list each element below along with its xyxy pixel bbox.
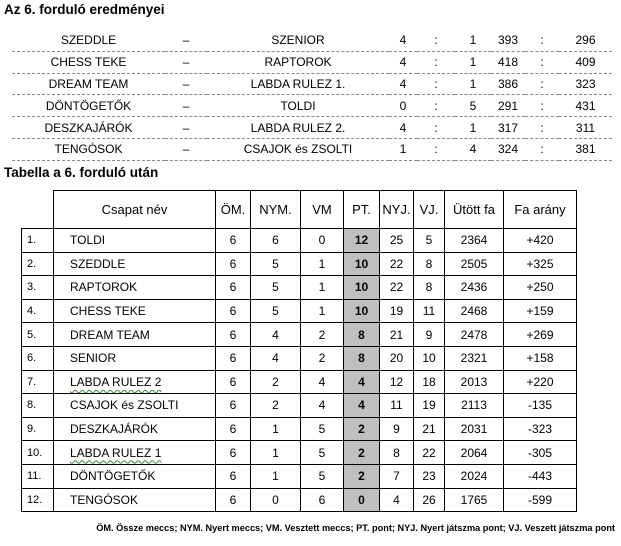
team-name-text: LABDA RULEZ 2: [70, 374, 162, 389]
result-row: [12, 73, 612, 95]
table-row: [22, 370, 577, 394]
vj: 22: [414, 441, 445, 465]
pt: 10: [344, 276, 380, 300]
nyj: 11: [380, 394, 414, 418]
colon: :: [417, 117, 455, 139]
away-team: RAPTOROK: [207, 51, 389, 73]
om: 6: [216, 464, 251, 488]
home-games: 4: [389, 117, 417, 139]
arany: -135: [504, 394, 577, 418]
nym: 1: [251, 464, 301, 488]
team-name: TOLDI: [54, 229, 216, 253]
away-games: 1: [455, 51, 491, 73]
results-title: Az 6. forduló eredményei: [4, 2, 165, 17]
arany: +325: [504, 252, 577, 276]
pt: 10: [344, 252, 380, 276]
away-games: 4: [455, 138, 491, 160]
rank: 6.: [22, 346, 54, 370]
home-games: 4: [389, 73, 417, 95]
fa: 2013: [445, 370, 504, 394]
nyj: 7: [380, 464, 414, 488]
vm: 4: [301, 370, 344, 394]
home-pins: 393: [491, 30, 525, 51]
home-games: 1: [389, 138, 417, 160]
dash: –: [165, 51, 207, 73]
away-pins: 296: [559, 30, 612, 51]
rank: 4.: [22, 299, 54, 323]
home-team: SZEDDLE: [12, 30, 165, 51]
arany: +250: [504, 276, 577, 300]
away-pins: 311: [559, 117, 612, 139]
home-pins: 291: [491, 95, 525, 117]
vj: 18: [414, 370, 445, 394]
home-pins: 324: [491, 138, 525, 160]
team-name: DREAM TEAM: [54, 323, 216, 347]
dash: –: [165, 138, 207, 160]
colon: :: [417, 30, 455, 51]
vj: 11: [414, 299, 445, 323]
arany: +158: [504, 346, 577, 370]
home-pins: 418: [491, 51, 525, 73]
standings-table: [21, 190, 577, 512]
arany: -599: [504, 488, 577, 512]
nym: 1: [251, 441, 301, 465]
table-row: [22, 229, 577, 253]
rank: 5.: [22, 323, 54, 347]
pt: 8: [344, 346, 380, 370]
vj: 10: [414, 346, 445, 370]
vj: 23: [414, 464, 445, 488]
header-fa: Ütött fa: [445, 191, 504, 229]
rank: 7.: [22, 370, 54, 394]
nyj: 22: [380, 276, 414, 300]
nym: 5: [251, 299, 301, 323]
om: 6: [216, 394, 251, 418]
om: 6: [216, 346, 251, 370]
colon: :: [525, 138, 559, 160]
away-team: CSAJOK és ZSOLTI: [207, 138, 389, 160]
team-name: [54, 441, 216, 465]
nyj: 21: [380, 323, 414, 347]
table-row: [22, 276, 577, 300]
pt: 12: [344, 229, 380, 253]
away-pins: 323: [559, 73, 612, 95]
rank: 10.: [22, 441, 54, 465]
colon: :: [525, 30, 559, 51]
rank: 11.: [22, 464, 54, 488]
away-games: 1: [455, 30, 491, 51]
rank: 8.: [22, 394, 54, 418]
vm: 5: [301, 417, 344, 441]
dash: –: [165, 95, 207, 117]
table-row: [22, 323, 577, 347]
result-row: [12, 95, 612, 117]
pt: 2: [344, 464, 380, 488]
away-pins: 381: [559, 138, 612, 160]
home-games: 0: [389, 95, 417, 117]
away-team: TOLDI: [207, 95, 389, 117]
vm: 1: [301, 276, 344, 300]
header-blank: [22, 191, 54, 229]
om: 6: [216, 370, 251, 394]
team-name: SZEDDLE: [54, 252, 216, 276]
away-pins: 409: [559, 51, 612, 73]
away-team: SZENIOR: [207, 30, 389, 51]
colon: :: [417, 51, 455, 73]
away-games: 1: [455, 117, 491, 139]
results-table: [12, 30, 612, 161]
header-nyj: NYJ.: [380, 191, 414, 229]
standings-header-row: [22, 191, 577, 229]
om: 6: [216, 417, 251, 441]
home-games: 4: [389, 30, 417, 51]
vm: 5: [301, 441, 344, 465]
om: 6: [216, 488, 251, 512]
table-row: [22, 346, 577, 370]
nym: 4: [251, 323, 301, 347]
fa: 2024: [445, 464, 504, 488]
vj: 19: [414, 394, 445, 418]
away-games: 1: [455, 73, 491, 95]
vj: 26: [414, 488, 445, 512]
pt: 2: [344, 417, 380, 441]
team-name: CSAJOK és ZSOLTI: [54, 394, 216, 418]
header-nym: NYM.: [251, 191, 301, 229]
pt: 8: [344, 323, 380, 347]
colon: :: [417, 95, 455, 117]
fa: 2478: [445, 323, 504, 347]
away-pins: 431: [559, 95, 612, 117]
rank: 9.: [22, 417, 54, 441]
header-team: Csapat név: [54, 191, 216, 229]
rank: 12.: [22, 488, 54, 512]
home-team: TENGÓSOK: [12, 138, 165, 160]
fa: 2064: [445, 441, 504, 465]
colon: :: [417, 138, 455, 160]
vm: 4: [301, 394, 344, 418]
om: 6: [216, 441, 251, 465]
arany: +220: [504, 370, 577, 394]
vm: 5: [301, 464, 344, 488]
om: 6: [216, 323, 251, 347]
nym: 2: [251, 370, 301, 394]
table-row: [22, 464, 577, 488]
nym: 1: [251, 417, 301, 441]
home-games: 4: [389, 51, 417, 73]
team-name: RAPTOROK: [54, 276, 216, 300]
vm: 6: [301, 488, 344, 512]
home-pins: 386: [491, 73, 525, 95]
colon: :: [525, 51, 559, 73]
vm: 1: [301, 252, 344, 276]
legend: ÖM. Össze meccs; NYM. Nyert meccs; VM. Vesztett meccs; PT. pont; NYJ. Nyert játszma pont; VJ. Veszett játszma pont: [96, 523, 615, 533]
arany: -323: [504, 417, 577, 441]
header-vm: VM: [301, 191, 344, 229]
colon: :: [525, 73, 559, 95]
table-row: [22, 488, 577, 512]
om: 6: [216, 276, 251, 300]
team-name: [54, 370, 216, 394]
fa: 1765: [445, 488, 504, 512]
colon: :: [525, 117, 559, 139]
nym: 6: [251, 229, 301, 253]
team-name-text: LABDA RULEZ 1: [70, 445, 162, 460]
away-team: LABDA RULEZ 1.: [207, 73, 389, 95]
table-row: [22, 252, 577, 276]
header-pt: PT.: [344, 191, 380, 229]
pt: 4: [344, 370, 380, 394]
home-pins: 317: [491, 117, 525, 139]
header-om: ÖM.: [216, 191, 251, 229]
vm: 2: [301, 346, 344, 370]
arany: -305: [504, 441, 577, 465]
home-team: DREAM TEAM: [12, 73, 165, 95]
fa: 2505: [445, 252, 504, 276]
table-row: [22, 394, 577, 418]
rank: 1.: [22, 229, 54, 253]
vj: 9: [414, 323, 445, 347]
dash: –: [165, 117, 207, 139]
vm: 1: [301, 299, 344, 323]
result-row: [12, 30, 612, 51]
nym: 4: [251, 346, 301, 370]
away-games: 5: [455, 95, 491, 117]
colon: :: [417, 73, 455, 95]
team-name: DÖNTÖGETŐK: [54, 464, 216, 488]
fa: 2031: [445, 417, 504, 441]
standings-title: Tabella a 6. forduló után: [4, 165, 159, 180]
result-row: [12, 51, 612, 73]
rank: 3.: [22, 276, 54, 300]
om: 6: [216, 229, 251, 253]
nyj: 9: [380, 417, 414, 441]
dash: –: [165, 73, 207, 95]
vj: 21: [414, 417, 445, 441]
fa: 2364: [445, 229, 504, 253]
header-vj: VJ.: [414, 191, 445, 229]
nyj: 25: [380, 229, 414, 253]
nyj: 12: [380, 370, 414, 394]
home-team: DÖNTÖGETŐK: [12, 95, 165, 117]
home-team: CHESS TEKE: [12, 51, 165, 73]
fa: 2436: [445, 276, 504, 300]
colon: :: [525, 95, 559, 117]
nyj: 20: [380, 346, 414, 370]
team-name: TENGÓSOK: [54, 488, 216, 512]
dash: –: [165, 30, 207, 51]
fa: 2113: [445, 394, 504, 418]
nym: 5: [251, 276, 301, 300]
nym: 0: [251, 488, 301, 512]
arany: +269: [504, 323, 577, 347]
pt: 10: [344, 299, 380, 323]
team-name: CHESS TEKE: [54, 299, 216, 323]
pt: 0: [344, 488, 380, 512]
fa: 2321: [445, 346, 504, 370]
vm: 2: [301, 323, 344, 347]
rank: 2.: [22, 252, 54, 276]
header-arany: Fa arány: [504, 191, 577, 229]
result-row: [12, 138, 612, 160]
vj: 5: [414, 229, 445, 253]
vj: 8: [414, 252, 445, 276]
vj: 8: [414, 276, 445, 300]
nyj: 8: [380, 441, 414, 465]
nym: 5: [251, 252, 301, 276]
team-name: DESZKAJÁRÓK: [54, 417, 216, 441]
pt: 2: [344, 441, 380, 465]
pt: 4: [344, 394, 380, 418]
result-row: [12, 117, 612, 139]
arany: -443: [504, 464, 577, 488]
nyj: 22: [380, 252, 414, 276]
om: 6: [216, 252, 251, 276]
away-team: LABDA RULEZ 2.: [207, 117, 389, 139]
team-name: SENIOR: [54, 346, 216, 370]
table-row: [22, 299, 577, 323]
table-row: [22, 417, 577, 441]
arany: +159: [504, 299, 577, 323]
arany: +420: [504, 229, 577, 253]
nyj: 19: [380, 299, 414, 323]
home-team: DESZKAJÁRÓK: [12, 117, 165, 139]
nym: 2: [251, 394, 301, 418]
vm: 0: [301, 229, 344, 253]
fa: 2468: [445, 299, 504, 323]
om: 6: [216, 299, 251, 323]
table-row: [22, 441, 577, 465]
nyj: 4: [380, 488, 414, 512]
